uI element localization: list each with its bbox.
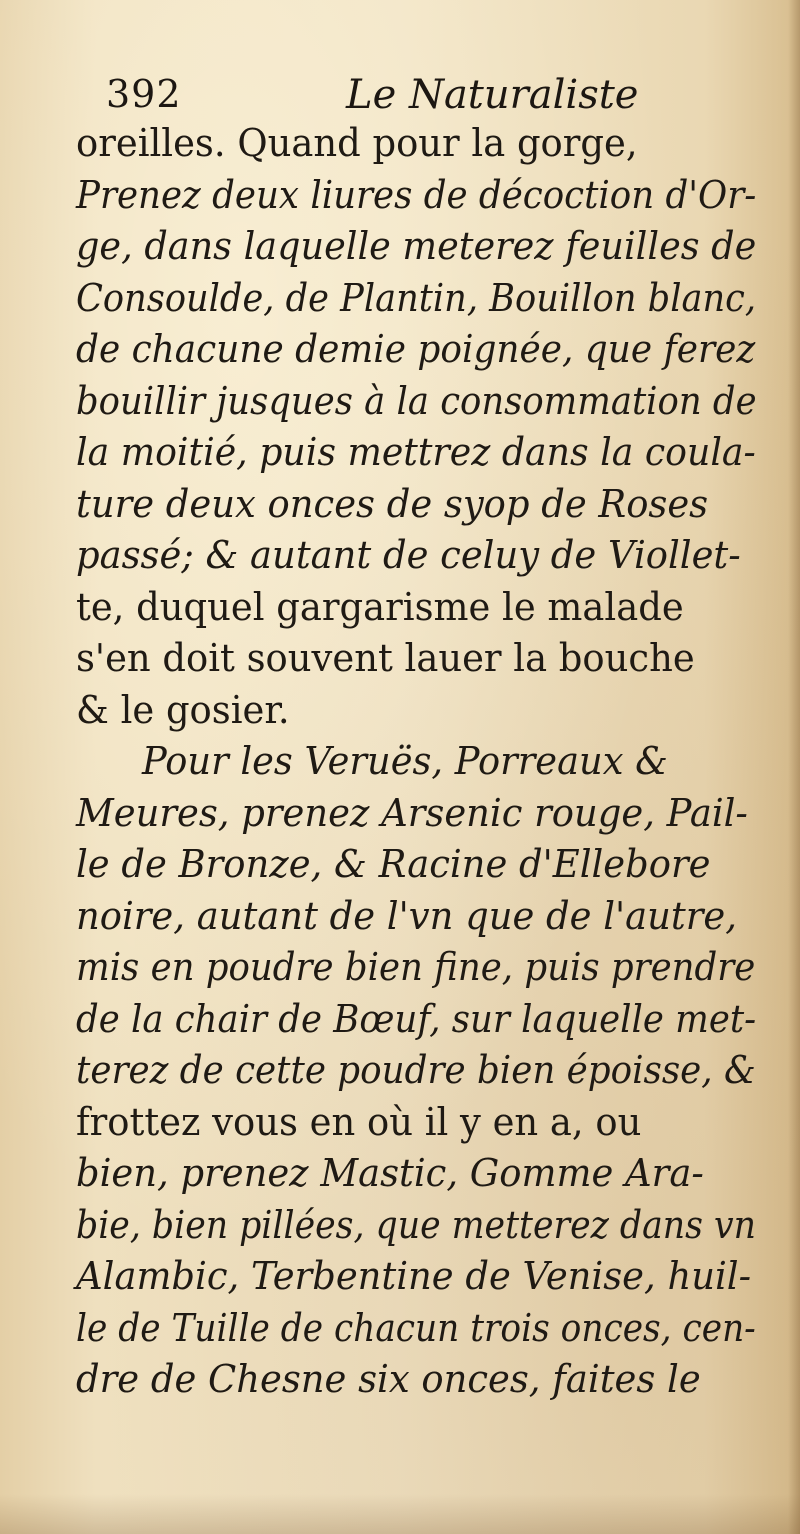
text-line: Consoulde, de Plantin, Bouillon blanc, [76, 275, 757, 320]
text-line: bouillir jusques à la consommation de [76, 378, 757, 423]
text-line: mis en poudre bien fine, puis prendre [76, 945, 756, 989]
text-line: Prenez deux liures de décoction d'Or- [76, 172, 757, 217]
text-line: terez de cette poudre bien époisse, & [76, 1048, 756, 1092]
page-number: 392 [106, 72, 182, 116]
text-line: bien, prenez Mastic, Gomme Ara- [76, 1151, 704, 1195]
text-line: frottez vous en où il y en a, ou [76, 1099, 642, 1144]
text-line: ture deux onces de syop de Roses [76, 481, 709, 526]
text-line: passé; & autant de celuy de Viollet- [76, 533, 741, 577]
text-line: le de Bronze, & Racine d'Ellebore [76, 842, 711, 886]
text-line: Alambic, Terbentine de Venise, huil- [76, 1254, 752, 1298]
text-line: noire, autant de l'vn que de l'autre, [76, 893, 737, 938]
text-line: de chacune demie poignée, que ferez [76, 327, 756, 371]
text-line: dre de Chesne six onces, faites le [76, 1357, 701, 1401]
text-line: s'en doit souvent lauer la bouche [76, 636, 695, 680]
text-line: Pour les Veruës, Porreaux & [142, 739, 668, 783]
page-bottom-shadow [0, 1494, 800, 1534]
running-title: Le Naturaliste [346, 72, 639, 118]
page-edge-shadow [788, 0, 800, 1534]
text-line: te, duquel gargarisme le malade [76, 584, 684, 629]
page-header [106, 72, 666, 122]
text-line: Meures, prenez Arsenic rouge, Pail- [76, 790, 748, 835]
body-text [76, 118, 776, 1406]
text-line: oreilles. Quand pour la gorge, [76, 121, 638, 165]
text-line: & le gosier. [76, 687, 290, 732]
text-line: ge, dans laquelle meterez feuilles de [76, 224, 757, 268]
text-line: le de Tuille de chacun trois onces, cen- [76, 1305, 756, 1350]
text-line: la moitié, puis mettrez dans la coula- [76, 430, 756, 474]
text-line: de la chair de Bœuf, sur laquelle met- [76, 996, 757, 1041]
text-line: bie, bien pillées, que metterez dans vn [76, 1202, 756, 1247]
